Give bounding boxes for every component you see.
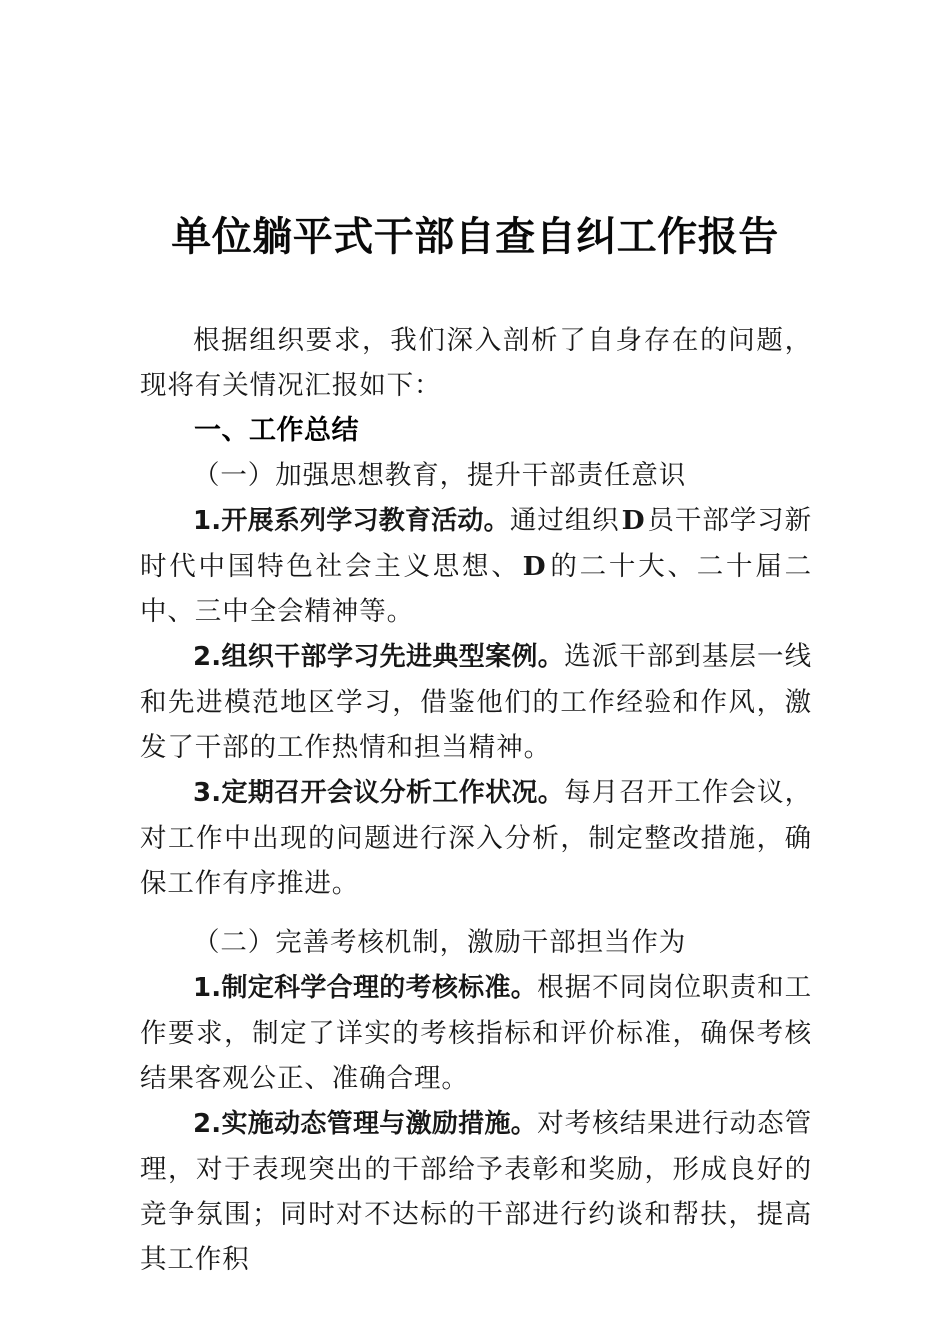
list-item-1-3-body: 每月召开工作会议，对工作中出现的问题进行深入分析，制定整改措施，确保工作有序推进。 — [140, 777, 812, 899]
page-title: 单位躺平式干部自查自纠工作报告 — [171, 213, 779, 260]
list-item-2-1-lead: 1.制定科学合理的考核标准。 — [193, 973, 538, 1003]
list-item-1-3-lead: 3.定期召开会议分析工作状况。 — [193, 778, 565, 808]
list-item-1-2 — [140, 634, 812, 770]
list-item-1-1-latin-b: D — [522, 551, 547, 582]
list-item-2-1-body: 根据不同岗位职责和工作要求，制定了详实的考核指标和评价标准，确保考核结果客观公正、准确合理。 — [140, 972, 812, 1094]
list-item-1-1-body-b: 员干部学习新时代中国特色社会主义思想、 — [140, 505, 812, 582]
list-item-2-2-lead: 2.实施动态管理与激励措施。 — [193, 1109, 538, 1139]
list-item-1-3 — [140, 770, 812, 906]
document-body — [140, 318, 812, 1282]
list-item-2-1 — [140, 965, 812, 1101]
list-item-1-2-body: 选派干部到基层一线和先进模范地区学习，借鉴他们的工作经验和作风，激发了干部的工作热情和担当精神。 — [140, 641, 812, 763]
subsection-heading-1-1: （一）加强思想教育，提升干部责任意识 — [193, 460, 687, 491]
list-item-1-1 — [140, 498, 812, 634]
list-item-1-1-body-c: 的二十大、二十届二中、三中全会精神等。 — [140, 551, 812, 627]
list-item-1-2-lead: 2.组织干部学习先进典型案例。 — [193, 642, 565, 672]
subsection-heading-1-2: （二）完善考核机制，激励干部担当作为 — [193, 927, 687, 958]
list-item-2-2-body: 对考核结果进行动态管理，对于表现突出的干部给予表彰和奖励，形成良好的竞争氛围；同时对不达标的干部进行约谈和帮扶，提高其工作积 — [140, 1108, 812, 1275]
list-item-1-1-latin-a: D — [621, 505, 646, 536]
list-item-1-1-lead: 1.开展系列学习教育活动。 — [193, 506, 510, 536]
lead-paragraph: 根据组织要求，我们深入剖析了自身存在的问题，现将有关情况汇报如下： — [140, 325, 812, 401]
section-heading-1: 一、工作总结 — [194, 415, 359, 446]
list-item-2-2 — [140, 1101, 812, 1282]
list-item-1-1-body-a: 通过组织 — [509, 505, 620, 536]
